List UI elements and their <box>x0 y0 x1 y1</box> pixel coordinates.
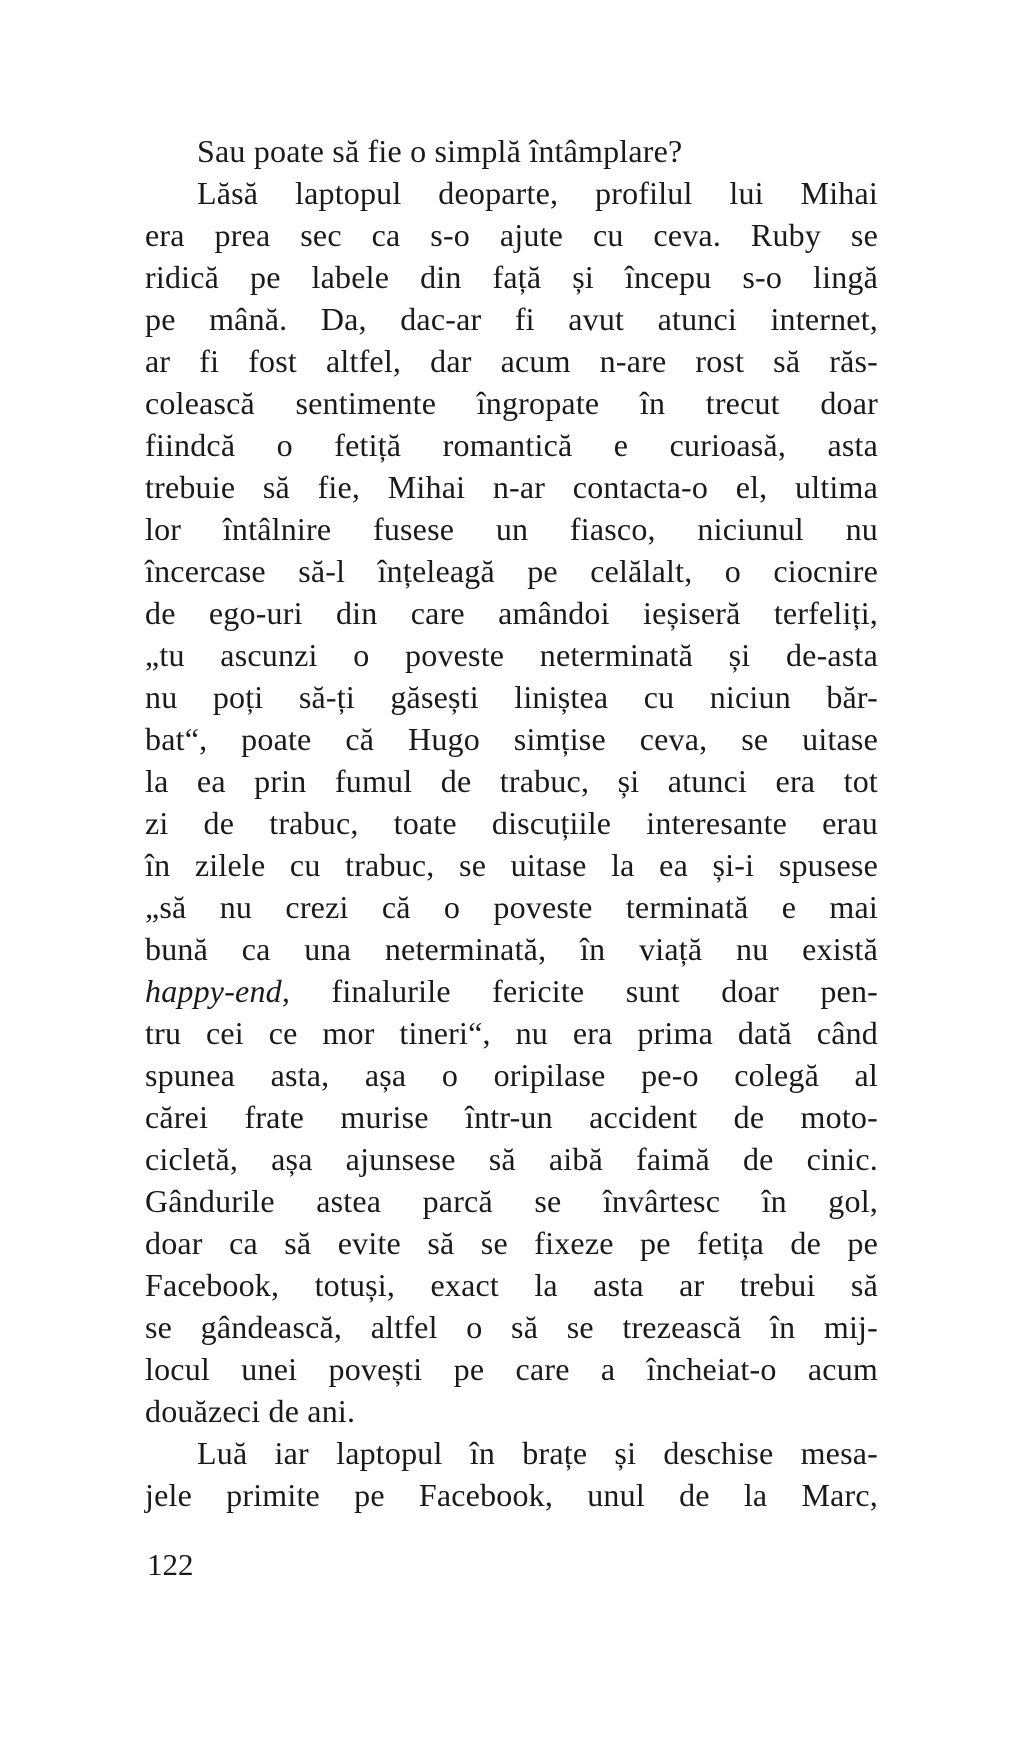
text-segment: zi de trabuc, toate discuțiile interesante erau <box>145 805 878 841</box>
text-segment: „tu ascunzi o poveste neterminată și de-asta <box>145 637 878 673</box>
text-segment: se gândească, altfel o să se trezească în mij- <box>145 1309 878 1345</box>
text-segment: era prea sec ca s-o ajute cu ceva. Ruby se <box>145 217 878 253</box>
text-segment: nu poți să-ți găsești liniștea cu niciun băr- <box>145 679 878 715</box>
text-line <box>145 592 878 634</box>
text-line <box>145 760 878 802</box>
text-segment: trebuie să fie, Mihai n-ar contacta-o el, ultima <box>145 469 878 505</box>
text-segment: încercase să-l înțeleagă pe celălalt, o ciocnire <box>145 553 878 589</box>
text-block <box>145 130 878 1516</box>
text-line <box>145 844 878 886</box>
text-segment: douăzeci de ani. <box>145 1393 356 1429</box>
text-line <box>145 256 878 298</box>
text-segment: lor întâlnire fusese un fiasco, niciunul nu <box>145 511 878 547</box>
text-segment: cărei frate murise într-un accident de moto- <box>145 1099 878 1135</box>
text-segment: Facebook, totuși, exact la asta ar trebui să <box>145 1267 878 1303</box>
text-line <box>145 382 878 424</box>
text-line <box>145 298 878 340</box>
text-segment: ar fi fost altfel, dar acum n-are rost să răs- <box>145 343 878 379</box>
text-line <box>145 1348 878 1390</box>
text-line <box>145 508 878 550</box>
text-line <box>145 172 878 214</box>
text-line <box>145 466 878 508</box>
text-line <box>145 130 878 172</box>
text-line <box>145 424 878 466</box>
text-line <box>145 718 878 760</box>
text-segment: bat“, poate că Hugo simțise ceva, se uitase <box>145 721 878 757</box>
text-segment: pe mână. Da, dac-ar fi avut atunci internet, <box>145 301 878 337</box>
page-number: 122 <box>147 1547 194 1582</box>
text-line <box>145 1138 878 1180</box>
text-segment: în zilele cu trabuc, se uitase la ea și-i spusese <box>145 847 878 883</box>
text-line <box>145 1180 878 1222</box>
text-line <box>145 1390 878 1432</box>
text-segment: doar ca să evite să se fixeze pe fetița de pe <box>145 1225 878 1261</box>
text-line <box>145 550 878 592</box>
text-line <box>145 1012 878 1054</box>
text-segment: spunea asta, așa o oripilase pe-o colegă al <box>145 1057 878 1093</box>
text-segment: de ego-uri din care amândoi ieșiseră terfeliți, <box>145 595 878 631</box>
text-line <box>145 1474 878 1516</box>
text-segment: Sau poate să fie o simplă întâmplare? <box>197 133 683 169</box>
text-line <box>145 802 878 844</box>
text-segment: fiindcă o fetiță romantică e curioasă, asta <box>145 427 878 463</box>
text-line <box>145 214 878 256</box>
italic-text: happy-end, <box>145 973 291 1009</box>
text-segment: tru cei ce mor tineri“, nu era prima dată când <box>145 1015 878 1051</box>
text-line <box>145 634 878 676</box>
text-line <box>145 1432 878 1474</box>
text-segment: cicletă, așa ajunsese să aibă faimă de cinic. <box>145 1141 878 1177</box>
text-line <box>145 886 878 928</box>
text-line <box>145 1264 878 1306</box>
text-segment: Lăsă laptopul deoparte, profilul lui Mihai <box>197 175 878 211</box>
text-segment: finalurile fericite sunt doar pen- <box>290 973 878 1009</box>
text-segment: Gândurile astea parcă se învârtesc în gol, <box>145 1183 878 1219</box>
text-segment: ridică pe labele din față și începu s-o lingă <box>145 259 878 295</box>
text-line <box>145 340 878 382</box>
text-segment: locul unei povești pe care a încheiat-o acum <box>145 1351 878 1387</box>
text-segment: „să nu crezi că o poveste terminată e mai <box>145 889 878 925</box>
text-line <box>145 1306 878 1348</box>
text-segment: la ea prin fumul de trabuc, și atunci era tot <box>145 763 878 799</box>
text-line <box>145 1054 878 1096</box>
text-line <box>145 1096 878 1138</box>
text-segment: jele primite pe Facebook, unul de la Marc, <box>145 1477 878 1513</box>
text-segment: bună ca una neterminată, în viață nu există <box>145 931 878 967</box>
text-line <box>145 1222 878 1264</box>
text-line <box>145 970 878 1012</box>
text-segment: colească sentimente îngropate în trecut doar <box>145 385 878 421</box>
text-line <box>145 676 878 718</box>
text-line <box>145 928 878 970</box>
text-segment: Luă iar laptopul în brațe și deschise mesa- <box>197 1435 878 1471</box>
